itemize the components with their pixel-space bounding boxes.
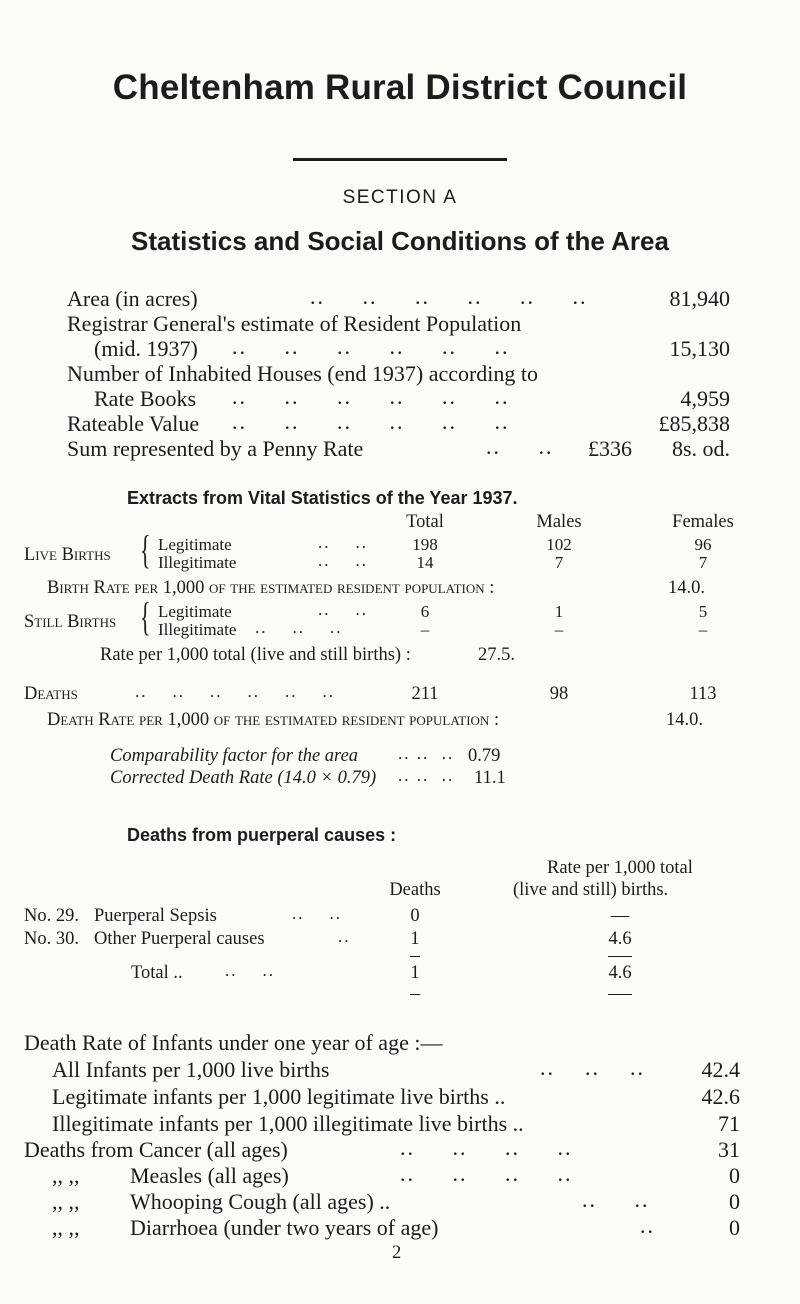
still-rate-value: 27.5. xyxy=(478,645,515,665)
leader-dots: .. .. .. .. .. .. xyxy=(232,384,510,409)
brace: { xyxy=(140,527,151,572)
death-rate-label: Death Rate per 1,000 of the estimated resident population : xyxy=(47,710,500,730)
still-legit-females: 5 xyxy=(698,602,708,621)
leader-dots: .. .. xyxy=(225,961,275,980)
still-legit-males: 1 xyxy=(554,602,564,621)
col-deaths: Deaths xyxy=(389,880,441,900)
still-legitimate-label: Legitimate xyxy=(158,602,232,621)
ditto-marks: ,, ,, xyxy=(52,1215,80,1240)
deaths-label: Deaths xyxy=(24,684,78,704)
leader-dots: .. .. .. .. xyxy=(400,1161,573,1186)
birth-rate-label: Birth Rate per 1,000 of the estimated resident population : xyxy=(47,578,495,598)
title-rule xyxy=(293,158,507,161)
still-births-label: Still Births xyxy=(24,612,117,632)
ditto-marks: ,, ,, xyxy=(52,1189,80,1214)
houses-label-2: Rate Books xyxy=(94,386,197,411)
still-illegit-males: – xyxy=(554,620,564,639)
leader-dots: .. .. .. xyxy=(398,766,455,785)
leader-dots: .. .. .. xyxy=(540,1055,645,1080)
live-legit-males: 102 xyxy=(546,535,572,554)
live-legitimate-label: Legitimate xyxy=(158,535,232,554)
total-deaths: 1 xyxy=(410,963,420,983)
penny-pounds: £336 xyxy=(588,436,632,461)
area-label: Area (in acres) xyxy=(67,286,198,311)
leader-dots: .. .. xyxy=(582,1187,650,1212)
infant-row-value: 71 xyxy=(718,1111,740,1136)
corrected-label: Corrected Death Rate (14.0 × 0.79) xyxy=(110,768,377,788)
whooping-value: 0 xyxy=(729,1189,740,1214)
page-number: 2 xyxy=(392,1243,402,1263)
leader-dots: .. .. .. xyxy=(398,744,455,763)
still-illegit-total: – xyxy=(420,620,430,639)
total-rate: 4.6 xyxy=(608,963,632,983)
ditto-marks: ,, ,, xyxy=(52,1163,80,1188)
houses-value: 4,959 xyxy=(680,386,730,411)
leader-dots: .. .. xyxy=(318,551,368,570)
leader-dots: .. .. xyxy=(292,904,342,923)
diarrhoea-value: 0 xyxy=(729,1215,740,1240)
page-title: Cheltenham Rural District Council xyxy=(112,68,688,107)
diarrhoea-label: Diarrhoea (under two years of age) xyxy=(130,1215,439,1240)
still-legit-total: 6 xyxy=(420,602,430,621)
sum-rule xyxy=(608,956,632,957)
leader-dots: .. .. .. .. .. .. xyxy=(310,284,588,309)
live-illegit-females: 7 xyxy=(698,553,708,572)
col-females: Females xyxy=(672,512,734,532)
still-illegitimate-label: Illegitimate xyxy=(158,620,237,639)
infant-row-label: Illegitimate infants per 1,000 illegitimate live births .. xyxy=(52,1111,524,1136)
leader-dots: .. .. .. .. xyxy=(400,1135,573,1160)
col-rate-1: Rate per 1,000 total xyxy=(547,858,693,878)
leader-dots: .. .. .. .. .. .. xyxy=(232,409,510,434)
population-value: 15,130 xyxy=(669,336,730,361)
row-rate: 4.6 xyxy=(608,929,632,949)
sum-rule xyxy=(608,994,632,995)
infant-row-value: 42.6 xyxy=(701,1084,740,1109)
corrected-value: 11.1 xyxy=(474,768,506,788)
live-legit-females: 96 xyxy=(694,535,712,554)
cancer-label: Deaths from Cancer (all ages) xyxy=(24,1137,288,1162)
brace: { xyxy=(140,594,151,639)
comparability-label: Comparability factor for the area xyxy=(110,746,359,766)
live-illegit-males: 7 xyxy=(554,553,564,572)
deaths-males: 98 xyxy=(549,684,569,704)
row-number: No. 29. xyxy=(24,906,79,926)
death-rate-value: 14.0. xyxy=(666,710,703,730)
deaths-total: 211 xyxy=(411,684,439,704)
cancer-value: 31 xyxy=(718,1137,740,1162)
measles-value: 0 xyxy=(729,1163,740,1188)
infant-row-value: 42.4 xyxy=(701,1057,740,1082)
population-label-2: (mid. 1937) xyxy=(94,336,198,361)
still-illegit-females: – xyxy=(698,620,708,639)
comparability-value: 0.79 xyxy=(468,746,501,766)
infant-row-label: Legitimate infants per 1,000 legitimate live births .. xyxy=(52,1084,506,1109)
puerperal-heading: Deaths from puerperal causes : xyxy=(127,825,397,845)
leader-dots: .. xyxy=(338,927,351,946)
leader-dots: .. xyxy=(640,1213,655,1238)
live-legit-total: 198 xyxy=(412,535,438,554)
col-total: Total xyxy=(406,512,444,532)
live-illegit-total: 14 xyxy=(416,553,434,572)
live-illegitimate-label: Illegitimate xyxy=(158,553,237,572)
leader-dots: .. .. .. .. .. .. xyxy=(135,682,335,701)
leader-dots: .. .. .. .. .. .. xyxy=(232,334,510,359)
infant-row-label: All Infants per 1,000 live births xyxy=(52,1057,330,1082)
row-cause: Other Puerperal causes xyxy=(94,929,265,949)
sum-rule xyxy=(410,994,420,995)
still-rate-label: Rate per 1,000 total (live and still births) : xyxy=(100,645,411,665)
vital-heading: Extracts from Vital Statistics of the Year 1937. xyxy=(127,488,518,508)
birth-rate-value: 14.0. xyxy=(668,578,705,598)
col-males: Males xyxy=(536,512,582,532)
live-births-label: Live Births xyxy=(24,545,111,565)
rateable-label: Rateable Value xyxy=(67,411,200,436)
section-heading: SECTION A xyxy=(342,187,458,208)
rateable-value: £85,838 xyxy=(658,411,730,436)
total-label: Total .. xyxy=(131,963,183,983)
whooping-label: Whooping Cough (all ages) .. xyxy=(130,1189,391,1214)
row-cause: Puerperal Sepsis xyxy=(94,906,217,926)
leader-dots: .. .. xyxy=(318,600,368,619)
row-deaths: 1 xyxy=(410,929,420,949)
houses-label-1: Number of Inhabited Houses (end 1937) according to xyxy=(67,361,539,386)
area-value: 81,940 xyxy=(669,286,730,311)
row-rate: — xyxy=(610,906,630,926)
leader-dots: .. .. xyxy=(318,533,368,552)
measles-label: Measles (all ages) xyxy=(130,1163,289,1188)
sum-rule xyxy=(410,956,420,957)
row-deaths: 0 xyxy=(410,906,420,926)
col-rate-2: (live and still) births. xyxy=(513,880,669,900)
leader-dots: .. .. xyxy=(486,434,554,459)
section-subtitle: Statistics and Social Conditions of the Area xyxy=(131,226,669,256)
deaths-females: 113 xyxy=(689,684,717,704)
penny-label: Sum represented by a Penny Rate xyxy=(67,436,364,461)
leader-dots: .. .. .. xyxy=(255,618,343,637)
infants-heading: Death Rate of Infants under one year of age :— xyxy=(24,1030,443,1055)
row-number: No. 30. xyxy=(24,929,79,949)
penny-shillings: 8s. od. xyxy=(671,436,730,461)
population-label-1: Registrar General's estimate of Resident Population xyxy=(67,311,522,336)
